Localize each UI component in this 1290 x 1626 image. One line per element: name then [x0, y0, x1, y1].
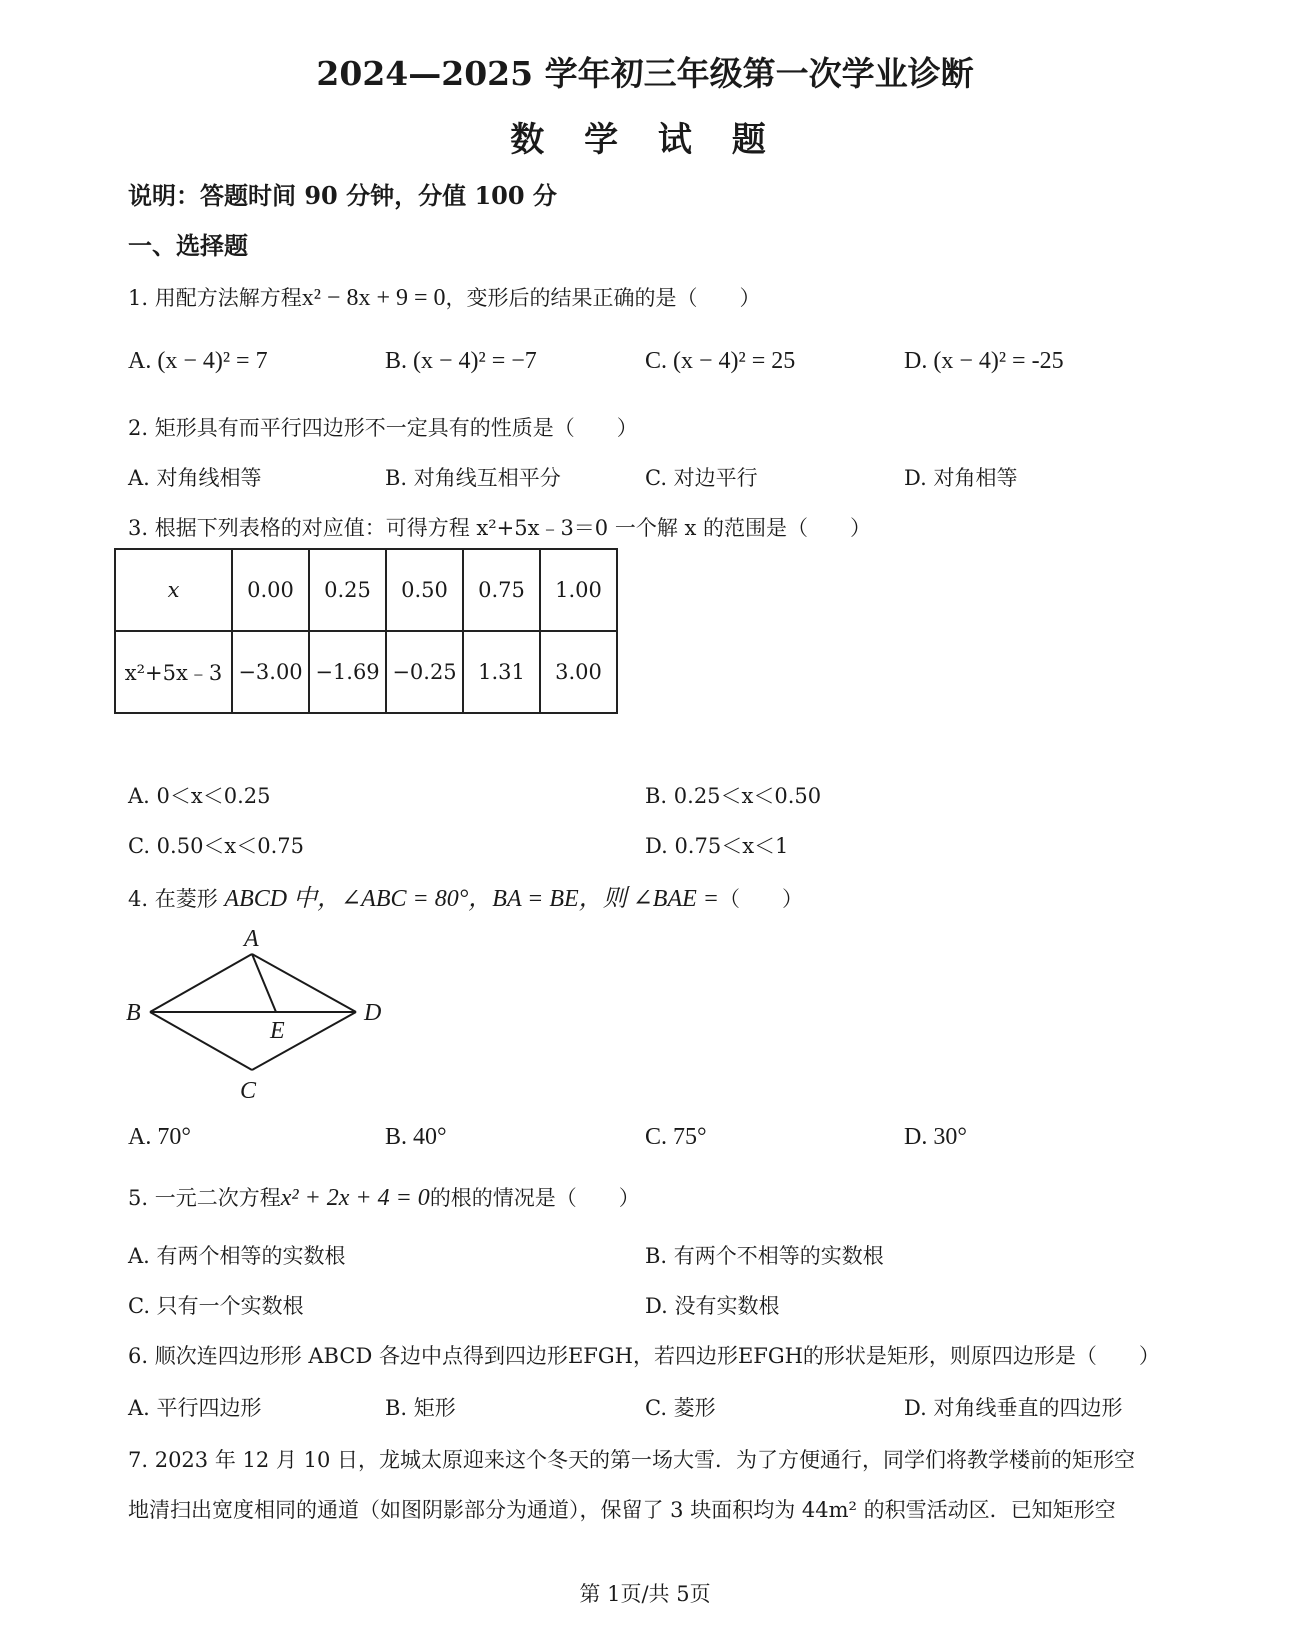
question-2-option-b: B. 对角线互相平分 — [385, 466, 561, 490]
vertex-label-d: D — [364, 1000, 382, 1026]
question-5-option-a: A. 有两个相等的实数根 — [128, 1244, 346, 1268]
question-3-option-d: D. 0.75＜x＜1 — [645, 834, 789, 858]
table-cell: 0.50 — [386, 549, 463, 631]
question-1-option-c: C. (x − 4)² = 25 — [645, 348, 796, 374]
question-6-option-a: A. 平行四边形 — [128, 1396, 262, 1420]
table-cell: x — [115, 549, 232, 631]
question-4-option-d: D. 30° — [904, 1124, 967, 1150]
figure-edge — [150, 954, 252, 1012]
question-1-stem: 1. 用配方法解方程x² − 8x + 9 = 0，变形后的结果正确的是（ ） — [128, 285, 761, 311]
exam-subtitle: 数 学 试 题 — [510, 120, 780, 160]
question-5-option-b: B. 有两个不相等的实数根 — [645, 1244, 884, 1268]
question-6-stem: 6. 顺次连四边形形 ABCD 各边中点得到四边形EFGH，若四边形EFGH的形状是矩形，则原四边形是（ ） — [128, 1344, 1160, 1368]
question-2-option-a: A. 对角线相等 — [128, 466, 262, 490]
rhombus-figure — [120, 920, 400, 1105]
value-table — [114, 548, 618, 714]
question-4-option-c: C. 75° — [645, 1124, 707, 1150]
vertex-label-a: A — [244, 926, 259, 952]
table-cell: −0.25 — [386, 631, 463, 713]
question-1-option-b: B. (x − 4)² = −7 — [385, 348, 537, 374]
question-1-option-a: A. (x − 4)² = 7 — [128, 348, 268, 374]
figure-edge — [150, 1012, 252, 1070]
question-6-option-c: C. 菱形 — [645, 1396, 716, 1420]
table-cell: 0.25 — [309, 549, 386, 631]
question-2-option-d: D. 对角相等 — [904, 466, 1018, 490]
question-3-option-b: B. 0.25＜x＜0.50 — [645, 784, 822, 808]
question-3-option-c: C. 0.50＜x＜0.75 — [128, 834, 305, 858]
table-cell: 1.31 — [463, 631, 540, 713]
point-label-e: E — [270, 1018, 285, 1044]
question-4-option-b: B. 40° — [385, 1124, 447, 1150]
exam-title: 2024—2025 学年初三年级第一次学业诊断 — [316, 54, 974, 93]
table-row — [115, 549, 617, 631]
question-7-line-1: 7. 2023 年 12 月 10 日，龙城太原迎来这个冬天的第一场大雪．为了方便通行，同学们将教学楼前的矩形空 — [128, 1448, 1135, 1472]
vertex-label-c: C — [240, 1078, 257, 1104]
exam-note: 说明：答题时间 90 分钟，分值 100 分 — [128, 181, 557, 210]
question-6-option-d: D. 对角线垂直的四边形 — [904, 1396, 1123, 1420]
table-cell: 1.00 — [540, 549, 617, 631]
vertex-label-b: B — [126, 1000, 141, 1026]
figure-edge — [252, 1012, 356, 1070]
figure-edge — [252, 954, 356, 1012]
question-5-stem: 5. 一元二次方程x² + 2x + 4 = 0的根的情况是（ ） — [128, 1185, 640, 1211]
table-cell: 0.00 — [232, 549, 309, 631]
table-cell: 0.75 — [463, 549, 540, 631]
table-cell: x²+5x﹣3 — [115, 631, 232, 713]
question-4-option-a: A. 70° — [128, 1124, 191, 1150]
question-1-option-d: D. (x − 4)² = -25 — [904, 348, 1064, 374]
table-cell: 3.00 — [540, 631, 617, 713]
question-3-stem: 3. 根据下列表格的对应值：可得方程 x²+5x﹣3＝0 一个解 x 的范围是（ ） — [128, 516, 872, 540]
question-3-option-a: A. 0＜x＜0.25 — [128, 784, 271, 808]
question-2-stem: 2. 矩形具有而平行四边形不一定具有的性质是（ ） — [128, 416, 638, 440]
table-row — [115, 631, 617, 713]
table-cell: −1.69 — [309, 631, 386, 713]
section-heading: 一、选择题 — [128, 231, 248, 260]
question-5-option-c: C. 只有一个实数根 — [128, 1294, 304, 1318]
table-cell: −3.00 — [232, 631, 309, 713]
question-7-line-2: 地清扫出宽度相同的通道（如图阴影部分为通道），保留了 3 块面积均为 44m² 的积雪活动区．已知矩形空 — [128, 1498, 1116, 1522]
question-6-option-b: B. 矩形 — [385, 1396, 456, 1420]
page-footer: 第 1页/共 5页 — [579, 1582, 711, 1606]
figure-segment-ae — [252, 954, 276, 1012]
question-5-option-d: D. 没有实数根 — [645, 1294, 780, 1318]
question-2-option-c: C. 对边平行 — [645, 466, 758, 490]
question-4-stem: 4. 在菱形 ABCD 中，∠ABC = 80°，BA = BE，则 ∠BAE =（ ） — [128, 886, 803, 912]
